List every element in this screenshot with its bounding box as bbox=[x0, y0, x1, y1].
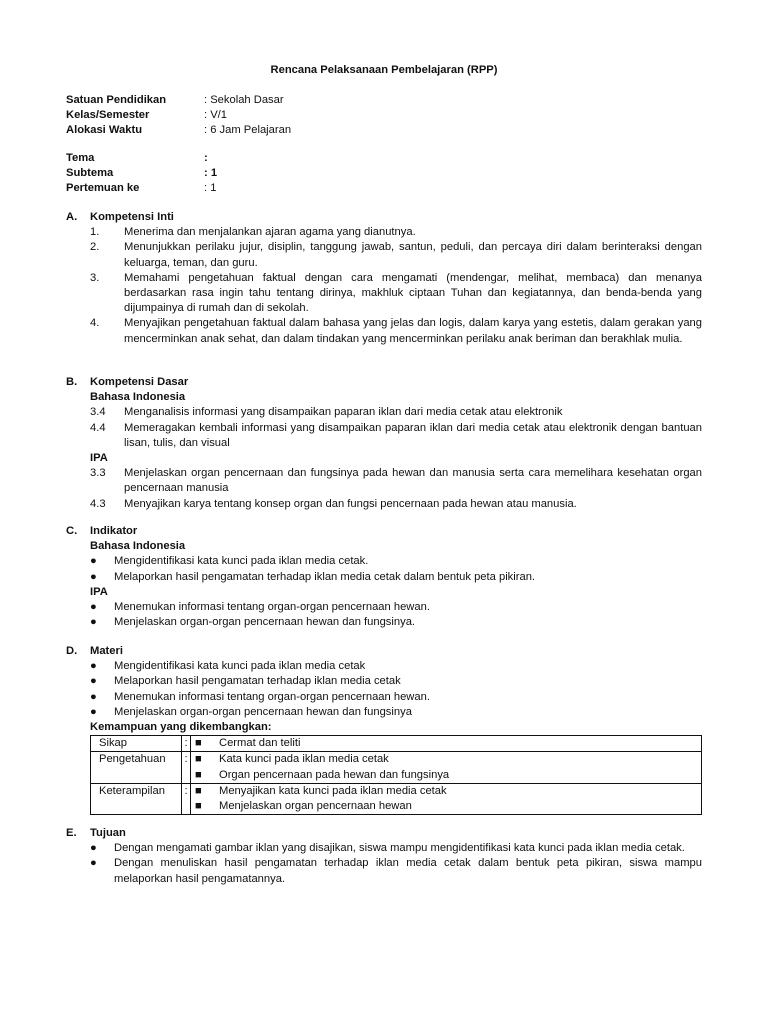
bullet-icon: ● bbox=[90, 570, 97, 583]
section-materi bbox=[66, 644, 702, 815]
bullet-icon: ● bbox=[90, 690, 97, 703]
list-item bbox=[90, 240, 702, 270]
subtheme-value: : 1 bbox=[204, 167, 218, 180]
list-item bbox=[90, 497, 702, 512]
item-text: Cermat dan teliti bbox=[219, 737, 301, 750]
item-text: Menyajikan pengetahuan faktual dalam bahasa yang jelas dan logis, dalam karya yang estetis, dalam gerakan yang mencerminkan anak sehat, dan dalam tindakan yang mencerminkan perilaku anak beriman dan berakhlak mulia. bbox=[124, 317, 702, 345]
table-cell-items bbox=[191, 783, 702, 814]
identity-value: : 6 Jam Pelajaran bbox=[204, 124, 292, 137]
section-tujuan bbox=[66, 826, 702, 887]
identity-label: Alokasi Waktu bbox=[66, 124, 143, 137]
item-text: Organ pencernaan pada hewan dan fungsinya bbox=[219, 768, 450, 781]
table-row bbox=[91, 783, 702, 814]
square-bullet-icon: ■ bbox=[195, 737, 202, 750]
section-heading bbox=[66, 375, 702, 390]
theme-row bbox=[66, 181, 504, 196]
item-text: Menunjukkan perilaku jujur, disiplin, tanggung jawab, santun, peduli, dan percaya diri dalam berinteraksi dengan keluarga, teman, dan guru. bbox=[124, 241, 702, 269]
bullet-item bbox=[90, 600, 702, 615]
bullet-icon: ● bbox=[90, 842, 97, 855]
item-number: 1. bbox=[90, 226, 100, 239]
bullet-item bbox=[90, 705, 702, 720]
bullet-item bbox=[90, 690, 702, 705]
item-text: Mengidentifikasi kata kunci pada iklan media cetak bbox=[114, 660, 366, 673]
list-item bbox=[90, 405, 702, 420]
item-text: Kata kunci pada iklan media cetak bbox=[219, 753, 389, 766]
item-number: 3.3 bbox=[90, 467, 106, 480]
item-text: Menemukan informasi tentang organ-organ pencernaan hewan. bbox=[114, 690, 430, 703]
list-item bbox=[90, 421, 702, 451]
item-number: 2. bbox=[90, 241, 100, 254]
list-item bbox=[90, 225, 702, 240]
bullet-icon: ● bbox=[90, 675, 97, 688]
table-list-item bbox=[195, 784, 697, 799]
item-text: Dengan menuliskan hasil pengamatan terhadap iklan media cetak dalam bentuk peta pikiran, siswa mampu melaporkan hasil pengamatannya. bbox=[114, 857, 702, 885]
square-bullet-icon: ■ bbox=[195, 768, 202, 781]
table-list-item bbox=[195, 736, 697, 751]
section-letter: A. bbox=[66, 211, 78, 223]
skills-table bbox=[90, 735, 702, 815]
table-cell-colon: : bbox=[182, 736, 191, 752]
bullet-item bbox=[90, 554, 702, 569]
theme-value: : bbox=[204, 152, 208, 164]
identity-value: : V/1 bbox=[204, 109, 228, 122]
bullet-item bbox=[90, 659, 702, 674]
identity-label: Satuan Pendidikan bbox=[66, 94, 167, 106]
item-text: Menjelaskan organ-organ pencernaan hewan dan fungsinya. bbox=[114, 616, 416, 629]
table-cell-label: Pengetahuan bbox=[91, 752, 182, 783]
item-text: Dengan mengamati gambar iklan yang disajikan, siswa mampu mengidentifikasi kata kunci pada iklan media cetak. bbox=[114, 842, 685, 855]
table-list-item bbox=[195, 768, 697, 783]
subheading: Bahasa Indonesia bbox=[90, 391, 186, 404]
item-text: Mengidentifikasi kata kunci pada iklan media cetak. bbox=[114, 555, 369, 568]
bullet-item bbox=[90, 615, 702, 630]
table-list-item bbox=[195, 752, 697, 767]
theme-row bbox=[66, 166, 504, 181]
bullet-icon: ● bbox=[90, 601, 97, 614]
section-letter: E. bbox=[66, 827, 77, 839]
subheading: Kemampuan yang dikembangkan: bbox=[90, 721, 272, 734]
bullet-icon: ● bbox=[90, 660, 97, 673]
table-row bbox=[91, 736, 702, 752]
table-cell-colon: : bbox=[182, 783, 191, 814]
item-number: 4. bbox=[90, 317, 100, 330]
theme-row bbox=[66, 151, 504, 166]
item-text: Melaporkan hasil pengamatan terhadap iklan media cetak dalam bentuk peta pikiran. bbox=[114, 570, 536, 583]
section-letter: B. bbox=[66, 376, 78, 388]
item-text: Menerima dan menjalankan ajaran agama yang dianutnya. bbox=[124, 226, 416, 239]
list-item bbox=[90, 316, 702, 346]
item-number: 3. bbox=[90, 271, 100, 284]
subheading: IPA bbox=[90, 585, 108, 598]
item-number: 4.3 bbox=[90, 497, 106, 510]
table-list-item bbox=[195, 799, 697, 814]
section-kompetensi-inti bbox=[66, 210, 702, 347]
section-heading bbox=[66, 524, 702, 539]
section-heading bbox=[66, 210, 702, 225]
bullet-item bbox=[90, 856, 702, 886]
subheading: Bahasa Indonesia bbox=[90, 540, 186, 553]
item-text: Menemukan informasi tentang organ-organ pencernaan hewan. bbox=[114, 601, 430, 614]
identity-value: : Sekolah Dasar bbox=[204, 94, 284, 106]
section-letter: D. bbox=[66, 645, 78, 657]
item-number: 3.4 bbox=[90, 406, 106, 419]
item-text: Melaporkan hasil pengamatan terhadap iklan media cetak bbox=[114, 675, 401, 688]
item-text: Memahami pengetahuan faktual dengan cara mengamati (mendengar, melihat, membaca) dan menanya berdasarkan rasa ingin tahu tentang dirinya, makhluk ciptaan Tuhan dan kegiatannya, dan benda-benda yang dijumpainya di rumah dan di sekolah. bbox=[124, 271, 702, 315]
subtheme-label: Subtema bbox=[66, 167, 114, 180]
bullet-item bbox=[90, 841, 702, 856]
square-bullet-icon: ■ bbox=[195, 753, 202, 766]
section-indikator bbox=[66, 524, 702, 630]
square-bullet-icon: ■ bbox=[195, 784, 202, 797]
document-title: Rencana Pelaksanaan Pembelajaran (RPP) bbox=[270, 64, 498, 76]
item-text: Menganalisis informasi yang disampaikan paparan iklan dari media cetak atau elektronik bbox=[124, 406, 563, 419]
bullet-icon: ● bbox=[90, 616, 97, 629]
section-letter: C. bbox=[66, 525, 78, 537]
section-heading bbox=[66, 644, 702, 659]
table-cell-items bbox=[191, 752, 702, 783]
table-cell-label: Sikap bbox=[91, 736, 182, 752]
item-text: Menjelaskan organ pencernaan dan fungsinya pada hewan dan manusia serta cara memelihara kesehatan organ pencernaan manusia bbox=[124, 467, 702, 495]
bullet-icon: ● bbox=[90, 705, 97, 718]
bullet-icon: ● bbox=[90, 555, 97, 568]
section-kompetensi-dasar bbox=[66, 375, 702, 512]
square-bullet-icon: ■ bbox=[195, 800, 202, 813]
section-title: Kompetensi Inti bbox=[90, 211, 174, 223]
meeting-value: : 1 bbox=[204, 182, 217, 195]
meeting-label: Pertemuan ke bbox=[66, 182, 140, 195]
theme-block bbox=[66, 151, 504, 197]
identity-row bbox=[66, 108, 504, 123]
section-heading bbox=[66, 826, 702, 841]
identity-row bbox=[66, 93, 504, 108]
table-cell-items bbox=[191, 736, 702, 752]
section-title: Materi bbox=[90, 645, 123, 657]
identity-row bbox=[66, 123, 504, 138]
list-item bbox=[90, 271, 702, 317]
item-text: Menyajikan kata kunci pada iklan media cetak bbox=[219, 784, 447, 797]
bullet-item bbox=[90, 570, 702, 585]
section-title: Kompetensi Dasar bbox=[90, 376, 189, 388]
table-cell-label: Keterampilan bbox=[91, 783, 182, 814]
table-cell-colon: : bbox=[182, 752, 191, 783]
item-text: Menjelaskan organ pencernaan hewan bbox=[219, 800, 412, 813]
bullet-item bbox=[90, 674, 702, 689]
item-number: 4.4 bbox=[90, 421, 106, 434]
item-text: Menjelaskan organ-organ pencernaan hewan dan fungsinya bbox=[114, 705, 412, 718]
bullet-icon: ● bbox=[90, 857, 97, 870]
subheading: IPA bbox=[90, 452, 108, 465]
theme-label: Tema bbox=[66, 152, 95, 164]
list-item bbox=[90, 466, 702, 496]
section-title: Tujuan bbox=[90, 827, 126, 839]
table-row bbox=[91, 752, 702, 783]
item-text: Menyajikan karya tentang konsep organ dan fungsi pencernaan pada hewan atau manusia. bbox=[124, 497, 577, 510]
identity-block bbox=[66, 93, 504, 139]
identity-label: Kelas/Semester bbox=[66, 109, 150, 122]
section-title: Indikator bbox=[90, 525, 138, 537]
item-text: Memeragakan kembali informasi yang disampaikan paparan iklan dari media cetak atau elektronik dengan bantuan lisan, tulis, dan visual bbox=[124, 421, 702, 449]
